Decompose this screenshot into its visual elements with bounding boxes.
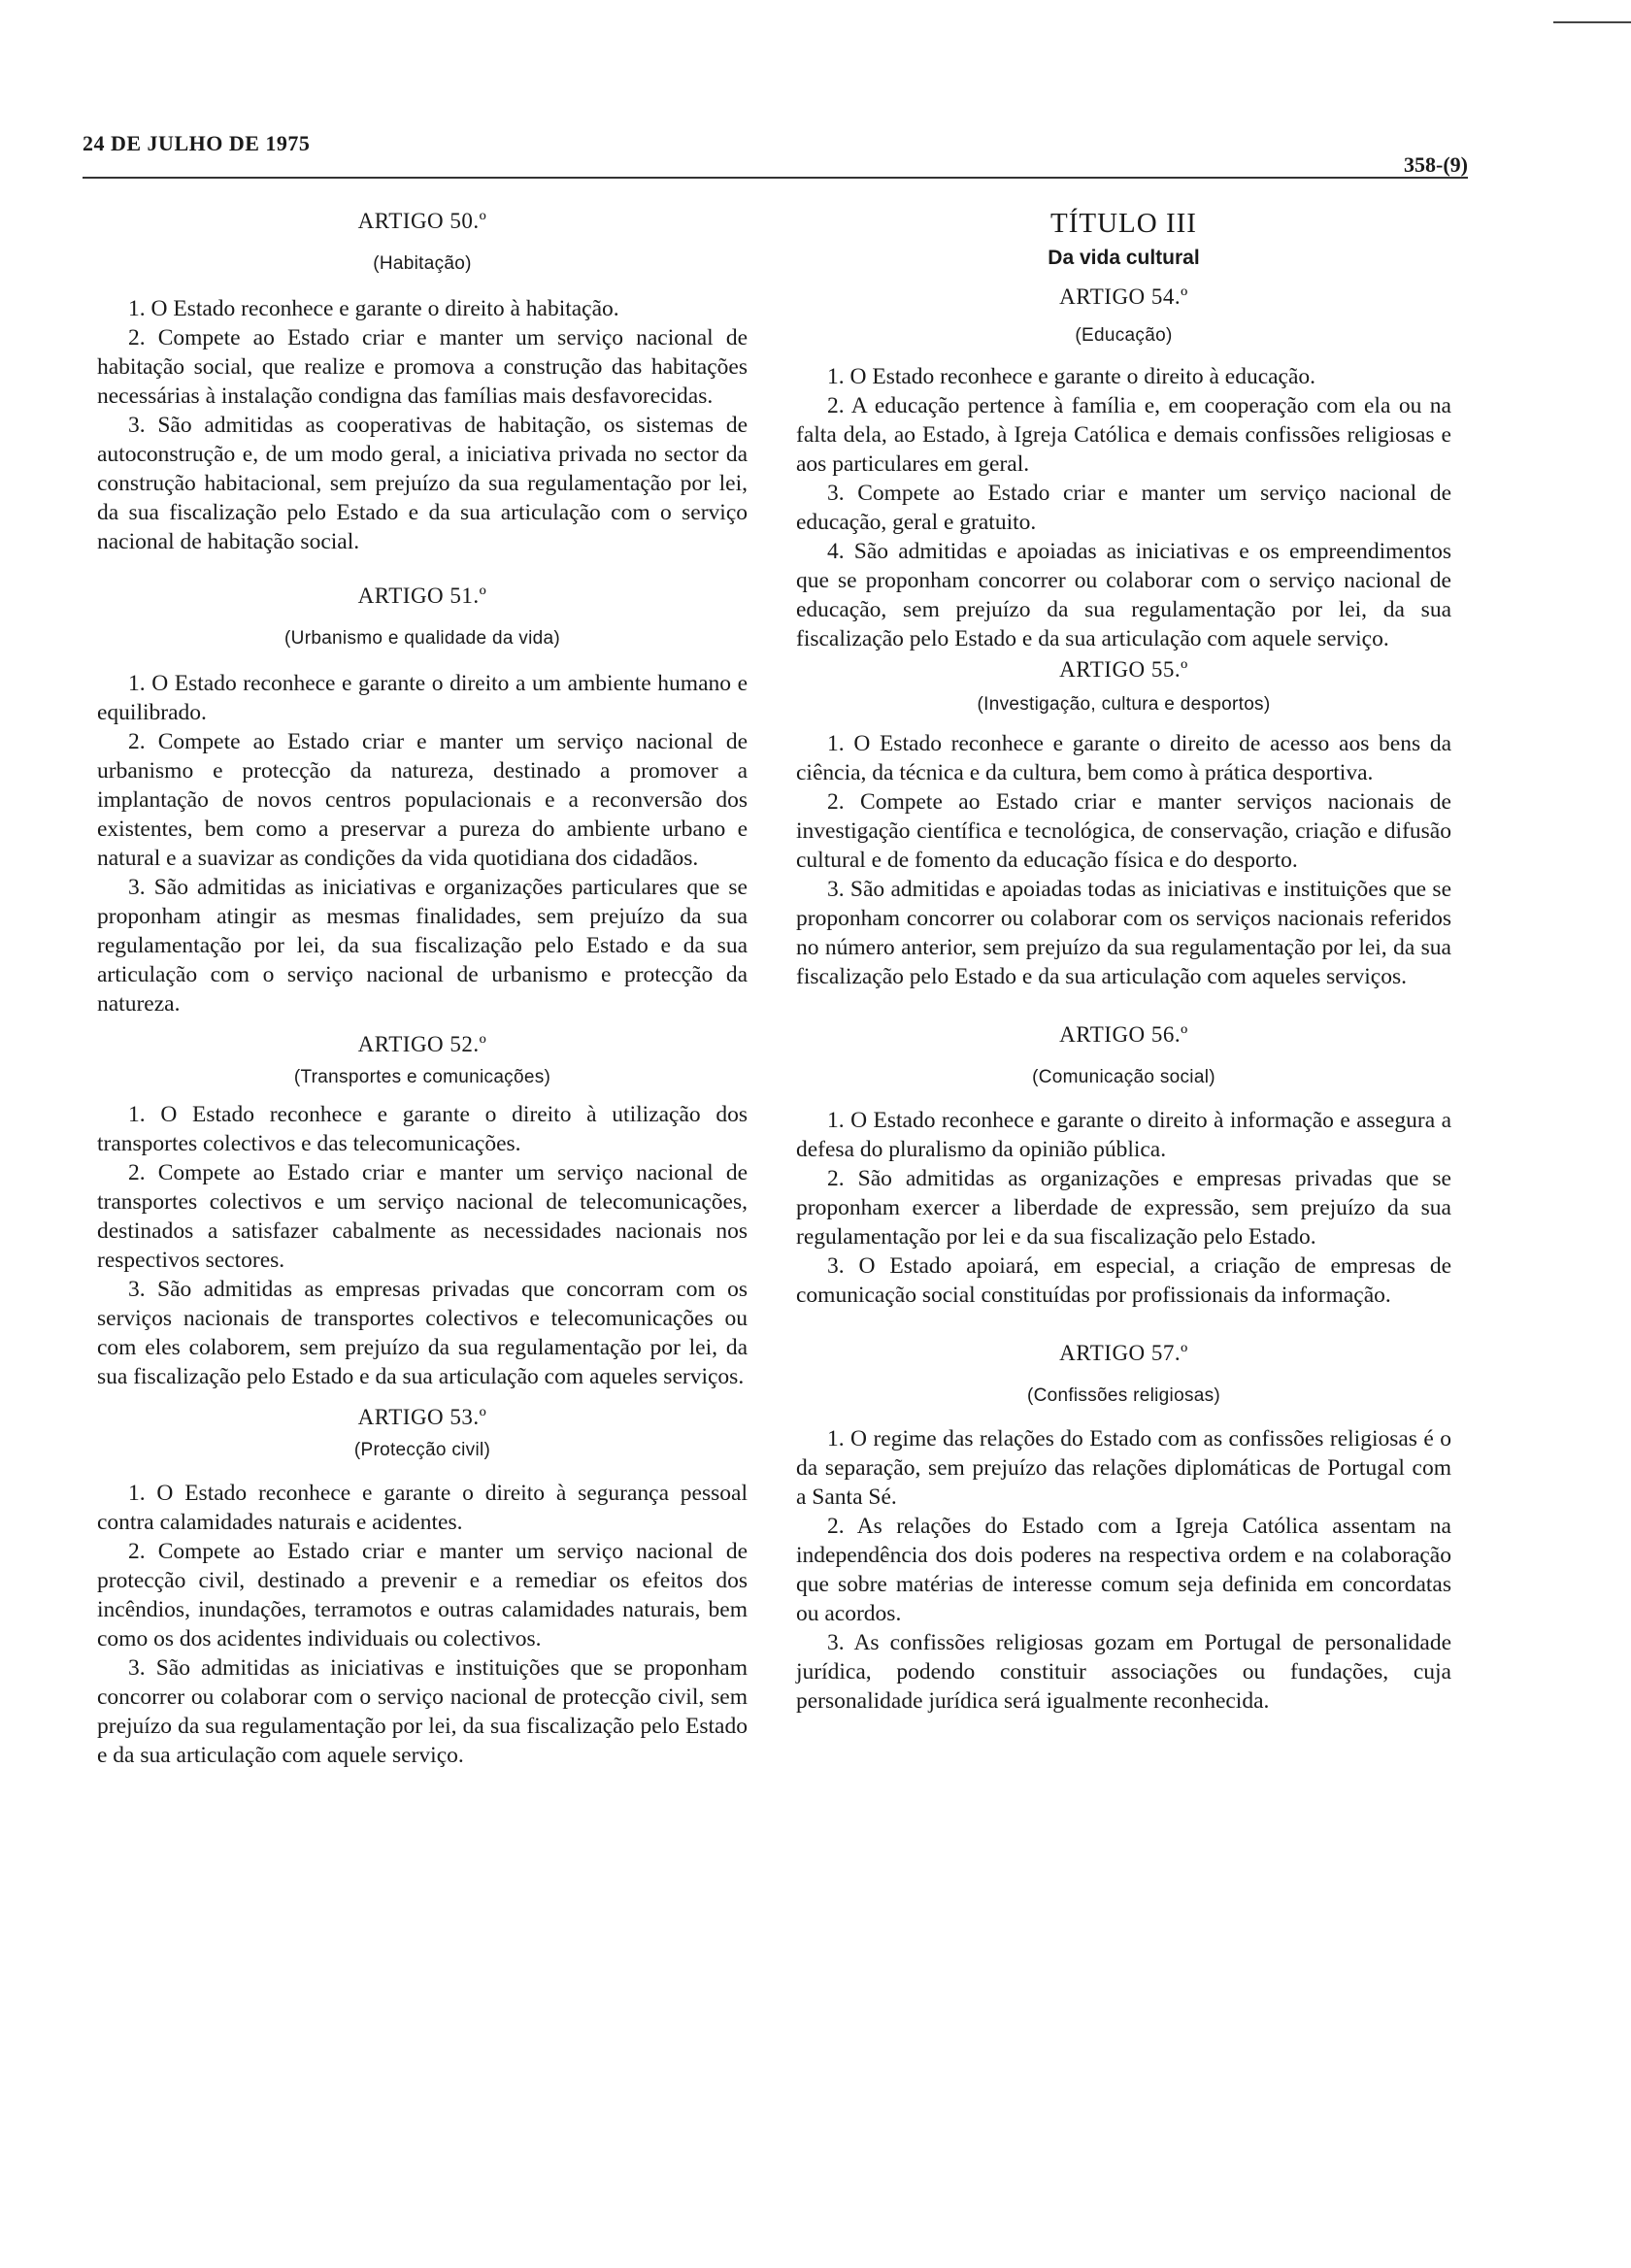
page-number: 358-(9) bbox=[1404, 152, 1468, 177]
right-column bbox=[796, 199, 1451, 1716]
article-50 bbox=[97, 207, 748, 556]
article-subtitle: (Habitação) bbox=[373, 253, 472, 274]
article-paragraph: 3. Compete ao Estado criar e manter um serviço nacional de educação, geral e gratuito. bbox=[796, 481, 1451, 535]
article-paragraph: 2. Compete ao Estado criar e manter um serviço nacional de habitação social, que realize e promova a construção das habitações necessárias à instalação condigna das famílias mais desfavorecidas. bbox=[97, 325, 748, 409]
article-subtitle: (Educação) bbox=[1075, 325, 1173, 346]
article-paragraph: 1. O Estado reconhece e garante o direito à informação e assegura a defesa do pluralismo da opinião pública. bbox=[796, 1108, 1451, 1162]
article-subtitle: (Urbanismo e qualidade da vida) bbox=[284, 628, 560, 649]
article-paragraph: 2. As relações do Estado com a Igreja Católica assentam na independência dos dois poderes na respectiva ordem e na colaboração que sobre matérias de interesse comum seja definida em concordatas ou acordos. bbox=[796, 1514, 1451, 1626]
article-paragraph: 1. O Estado reconhece e garante o direito à habitação. bbox=[128, 296, 619, 321]
section-subtitle: Da vida cultural bbox=[1048, 247, 1200, 269]
article-paragraph: 3. As confissões religiosas gozam em Portugal de personalidade jurídica, podendo constituir associações ou fundações, cuja personalidade jurídica será igualmente reconhecida. bbox=[796, 1630, 1451, 1714]
article-paragraph: 4. São admitidas e apoiadas as iniciativas e os empreendimentos que se proponham concorrer ou colaborar com o serviço nacional de educação, sem prejuízo da sua regulamentação por lei, da sua fiscalização pelo Estado e da sua articulação com aquele serviço. bbox=[796, 539, 1451, 651]
article-56 bbox=[796, 1020, 1451, 1310]
article-subtitle: (Protecção civil) bbox=[353, 1440, 491, 1460]
article-paragraph: 3. São admitidas as cooperativas de habitação, os sistemas de autoconstrução e, de um modo geral, a iniciativa privada no sector da construção habitacional, sem prejuízo da sua regulamentação por lei, da sua fiscalização pelo Estado e da sua articulação com o serviço nacional de habitação social. bbox=[97, 413, 748, 554]
article-57 bbox=[796, 1339, 1451, 1716]
article-subtitle: (Comunicação social) bbox=[1032, 1067, 1215, 1087]
article-title: ARTIGO 53.º bbox=[357, 1405, 487, 1429]
article-54 bbox=[796, 283, 1451, 653]
article-title: ARTIGO 52.º bbox=[357, 1032, 487, 1056]
article-title: ARTIGO 54.º bbox=[1059, 284, 1188, 309]
article-title: ARTIGO 57.º bbox=[1059, 1341, 1188, 1365]
article-paragraph: 2. Compete ao Estado criar e manter um serviço nacional de urbanismo e protecção da natureza, destinado a promover a implantação de novos centros populacionais e a reconversão dos existentes, bem como a preservar a pureza do ambiente urbano e natural e a suavizar as condições da vida quotidiana dos cidadãos. bbox=[97, 729, 748, 871]
article-subtitle: (Transportes e comunicações) bbox=[293, 1067, 551, 1087]
header-date: 24 DE JULHO DE 1975 bbox=[83, 131, 311, 155]
article-51 bbox=[97, 582, 748, 1018]
article-55 bbox=[796, 655, 1451, 991]
article-paragraph: 1. O Estado reconhece e garante o direito à segurança pessoal contra calamidades naturais e acidentes. bbox=[97, 1481, 748, 1535]
article-paragraph: 3. São admitidas e apoiadas todas as iniciativas e instituições que se proponham concorrer ou colaborar com os serviços nacionais referidos no número anterior, sem prejuízo da sua regulamentação por lei, da sua fiscalização pelo Estado e da sua articulação com aqueles serviços. bbox=[796, 877, 1451, 989]
article-subtitle: (Investigação, cultura e desportos) bbox=[977, 694, 1271, 715]
page-header bbox=[83, 131, 1468, 180]
header-rule bbox=[83, 177, 1468, 179]
article-paragraph: 2. Compete ao Estado criar e manter um serviço nacional de protecção civil, destinado a prevenir e a remediar os efeitos dos incêndios, inundações, terramotos e outras calamidades naturais, bem como os dos acidentes individuais ou colectivos. bbox=[97, 1539, 748, 1651]
article-52 bbox=[97, 1030, 748, 1391]
article-paragraph: 1. O Estado reconhece e garante o direito à educação. bbox=[827, 364, 1316, 389]
article-53 bbox=[97, 1403, 748, 1770]
section-title: TÍTULO III bbox=[1050, 208, 1197, 239]
article-paragraph: 2. Compete ao Estado criar e manter serviços nacionais de investigação científica e tecnológica, de conservação, criação e difusão cultural e de fomento da educação física e do desporto. bbox=[796, 789, 1451, 873]
article-paragraph: 2. Compete ao Estado criar e manter um serviço nacional de transportes colectivos e um serviço nacional de telecomunicações, destinados a satisfazer cabalmente as necessidades nacionais nos respectivos sectores. bbox=[97, 1160, 748, 1273]
article-paragraph: 3. São admitidas as iniciativas e instituições que se proponham concorrer ou colaborar com o serviço nacional de protecção civil, sem prejuízo da sua regulamentação por lei, da sua fiscalização pelo Estado e da sua articulação com aquele serviço. bbox=[97, 1655, 748, 1768]
left-column bbox=[97, 199, 748, 1770]
article-title: ARTIGO 50.º bbox=[357, 209, 487, 233]
corner-rule bbox=[1553, 21, 1631, 23]
article-paragraph: 1. O Estado reconhece e garante o direito à utilização dos transportes colectivos e das telecomunicações. bbox=[97, 1102, 748, 1156]
article-paragraph: 3. São admitidas as empresas privadas que concorram com os serviços nacionais de transportes colectivos e telecomunicações ou com eles colaborem, sem prejuízo da sua regulamentação por lei, da sua fiscalização pelo Estado e da sua articulação com aqueles serviços. bbox=[97, 1277, 748, 1389]
article-paragraph: 1. O regime das relações do Estado com as confissões religiosas é o da separação, sem prejuízo das relações diplomáticas de Portugal com a Santa Sé. bbox=[796, 1426, 1451, 1510]
article-title: ARTIGO 56.º bbox=[1059, 1022, 1188, 1047]
article-paragraph: 2. São admitidas as organizações e empresas privadas que se proponham exercer a liberdade de expressão, sem prejuízo da sua regulamentação por lei e da sua fiscalização pelo Estado. bbox=[796, 1166, 1451, 1250]
article-title: ARTIGO 55.º bbox=[1059, 657, 1188, 682]
article-paragraph: 3. São admitidas as iniciativas e organizações particulares que se proponham atingir as mesmas finalidades, sem prejuízo da sua regulamentação por lei, da sua fiscalização pelo Estado e da sua articulação com o serviço nacional de urbanismo e protecção da natureza. bbox=[97, 875, 748, 1017]
article-paragraph: 3. O Estado apoiará, em especial, a criação de empresas de comunicação social constituídas por profissionais da informação. bbox=[796, 1253, 1451, 1308]
article-title: ARTIGO 51.º bbox=[357, 584, 487, 608]
article-paragraph: 2. A educação pertence à família e, em cooperação com ela ou na falta dela, ao Estado, à Igreja Católica e demais confissões religiosas e aos particulares em geral. bbox=[796, 393, 1451, 477]
article-paragraph: 1. O Estado reconhece e garante o direito a um ambiente humano e equilibrado. bbox=[97, 671, 748, 725]
article-paragraph: 1. O Estado reconhece e garante o direito de acesso aos bens da ciência, da técnica e da cultura, bem como à prática desportiva. bbox=[796, 731, 1451, 785]
article-subtitle: (Confissões religiosas) bbox=[1026, 1385, 1221, 1406]
